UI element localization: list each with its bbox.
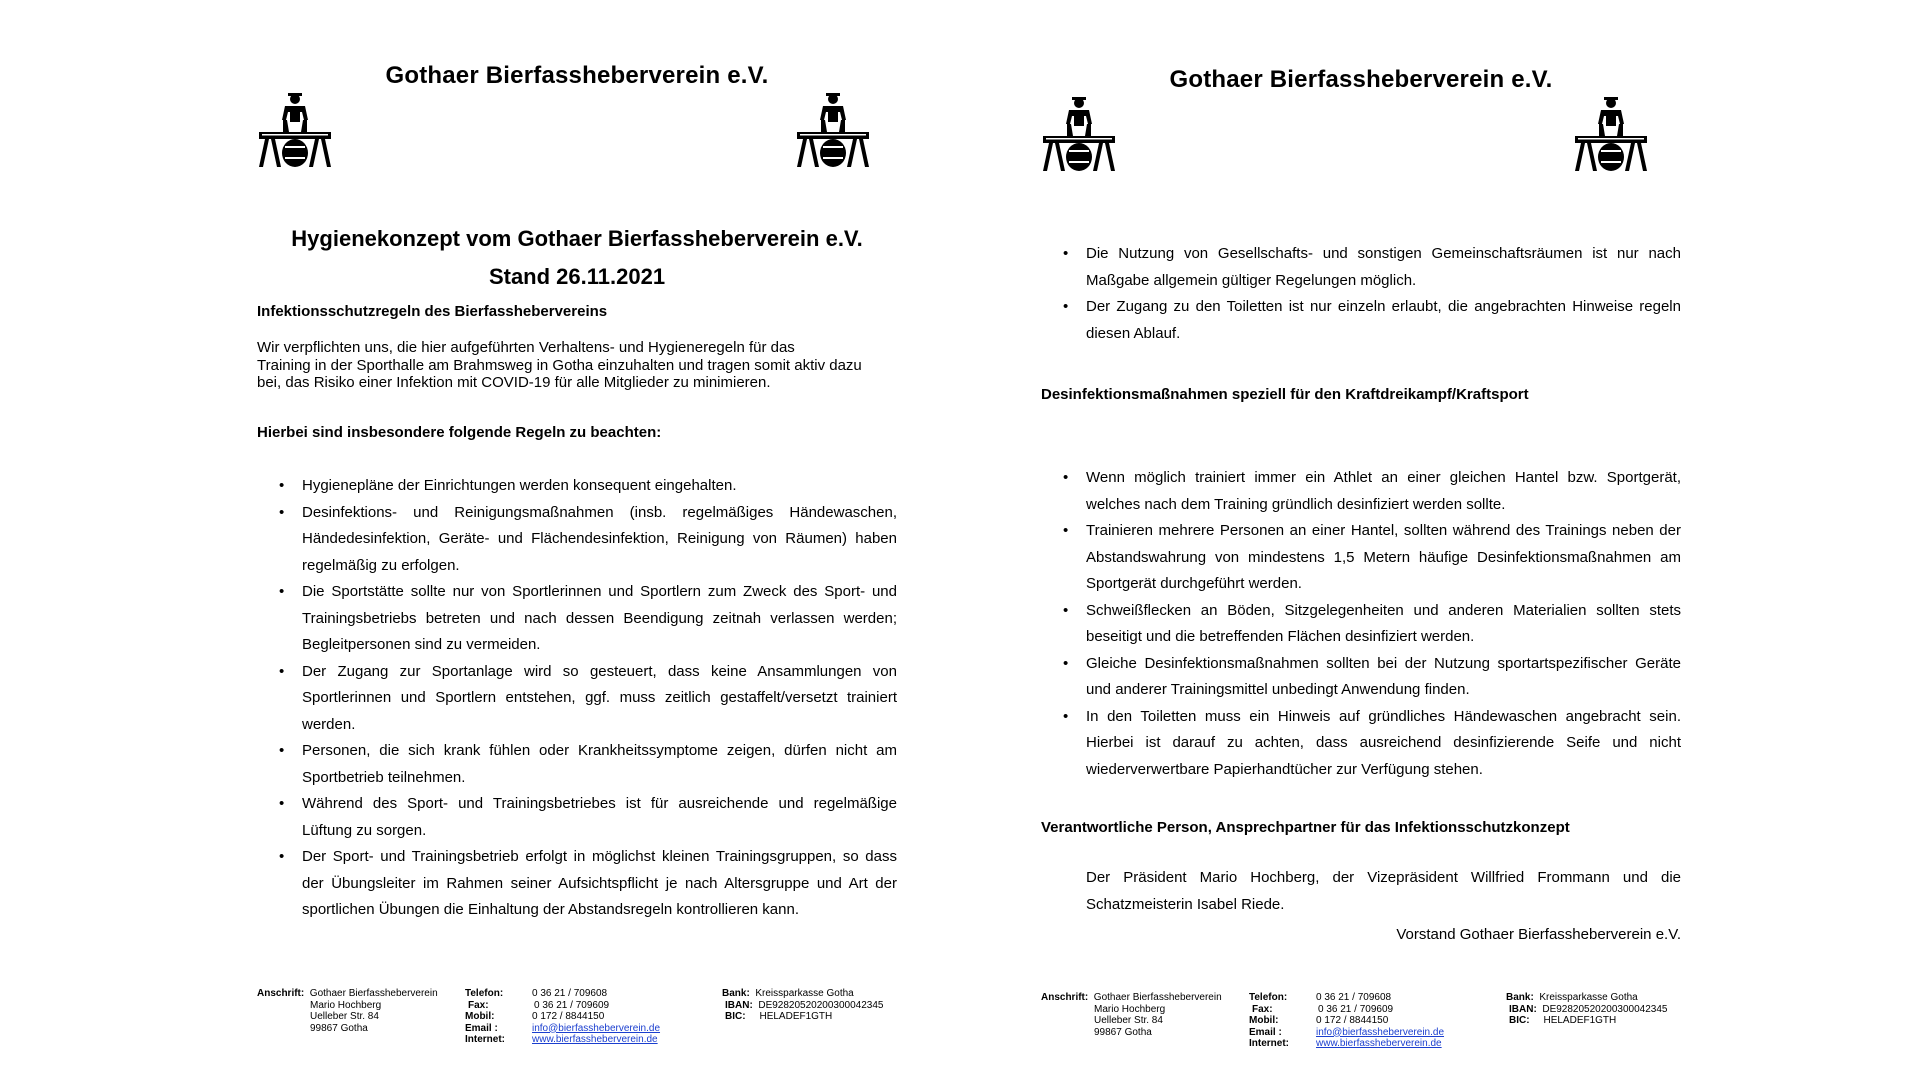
list-item: • Der Sport- und Trainingsbetrieb erfolgt in möglichst kleinen Trainingsgruppen, so dass der Übungsleiter im Rahmen seiner Aufsichtspflicht je nach Altersgruppe und Art der sportlichen Übungen die Einhaltung der Abstandsregeln kontrollieren kann. bbox=[257, 844, 897, 924]
fax-label: Fax: bbox=[1252, 1003, 1273, 1015]
bullet-icon: • bbox=[1063, 654, 1069, 672]
list-item: • Gleiche Desinfektionsmaßnahmen sollten bei der Nutzung sportartspezifischer Geräte und anderer Trainingsmittel unbedingt Anwendung finden. bbox=[1041, 651, 1681, 704]
phone-value: 0 36 21 / 709608 bbox=[532, 988, 608, 999]
bank-label: Bank: bbox=[722, 988, 750, 999]
iban-value: DE92820520200300042345 bbox=[758, 999, 884, 1011]
email-link[interactable]: info@bierfassheberverein.de bbox=[1316, 1026, 1445, 1038]
address-line: 99867 Gotha bbox=[310, 1022, 368, 1034]
fax-label: Fax: bbox=[468, 999, 489, 1011]
section-heading-responsible: Verantwortliche Person, Ansprechpartner für das Infektionsschutzkonzept bbox=[1041, 819, 1570, 836]
internet-label: Internet: bbox=[1249, 1038, 1289, 1049]
phone-value: 0 36 21 / 709608 bbox=[1316, 992, 1392, 1003]
iban-label: IBAN: bbox=[725, 999, 753, 1011]
email-label: Email : bbox=[1249, 1026, 1282, 1038]
intro-line: Wir verpflichten uns, die hier aufgeführten Verhaltens- und Hygieneregeln für das bbox=[257, 339, 795, 356]
bullet-icon: • bbox=[1063, 601, 1069, 619]
bic-label: BIC: bbox=[725, 1011, 746, 1022]
bullet-icon: • bbox=[279, 503, 285, 521]
section-heading-disinfection: Desinfektionsmaßnahmen speziell für den Kraftdreikampf/Kraftsport bbox=[1041, 386, 1529, 403]
bullet-icon: • bbox=[279, 848, 285, 865]
list-item: • Personen, die sich krank fühlen oder Krankheitssymptome zeigen, dürfen nicht am Sportbetrieb teilnehmen. bbox=[257, 738, 897, 791]
bullet-icon: • bbox=[1063, 469, 1069, 486]
website-link[interactable]: www.bierfassheberverein.de bbox=[1316, 1038, 1442, 1049]
document-title: Hygienekonzept vom Gothaer Bierfassheberverein e.V. bbox=[291, 226, 863, 251]
list-item: • Trainieren mehrere Personen an einer Hantel, sollten während des Trainings neben der Abstandswahrung von mindestens 1,5 Metern häufige Desinfektionsmaßnahmen am Sportgerät durchgeführt werden. bbox=[1041, 518, 1681, 598]
iban-label: IBAN: bbox=[1509, 1003, 1537, 1015]
address-label: Anschrift: bbox=[1041, 992, 1089, 1003]
responsible-persons-text: Der Präsident Mario Hochberg, der Vizepräsident Willfried Frommann und die Schatzmeisterin Isabel Riede. bbox=[1086, 869, 1681, 913]
rules-list bbox=[257, 473, 897, 924]
bullet-icon: • bbox=[1063, 298, 1069, 315]
bullet-icon: • bbox=[279, 795, 285, 812]
bic-value: HELADEF1GTH bbox=[759, 1011, 833, 1022]
intro-line: bei, das Risiko einer Infektion mit COVID-19 für alle Mitglieder zu minimieren. bbox=[257, 374, 771, 391]
list-item: • Die Nutzung von Gesellschafts- und sonstigen Gemeinschaftsräumen ist nur nach Maßgabe allgemein gültiger Regelungen möglich. bbox=[1041, 241, 1681, 294]
org-title: Gothaer Bierfassheberverein e.V. bbox=[385, 62, 769, 89]
address-line: Gothaer Bierfassheberverein bbox=[309, 988, 438, 999]
document-date: Stand 26.11.2021 bbox=[488, 264, 666, 289]
letterhead-footer bbox=[257, 988, 897, 1048]
document-page-1 bbox=[257, 0, 897, 1080]
list-item: • Hygienepläne der Einrichtungen werden konsequent eingehalten. bbox=[257, 473, 897, 500]
website-link[interactable]: www.bierfassheberverein.de bbox=[532, 1034, 658, 1045]
address-line: Uelleber Str. 84 bbox=[1094, 1015, 1163, 1026]
bic-value: HELADEF1GTH bbox=[1543, 1015, 1617, 1026]
mobile-label: Mobil: bbox=[465, 1011, 495, 1022]
bank-value: Kreissparkasse Gotha bbox=[755, 988, 854, 999]
section-heading-infection-rules: Infektionsschutzregeln des Bierfasshebervereins bbox=[257, 303, 608, 320]
bullet-icon: • bbox=[1063, 707, 1069, 725]
barrel-lifter-logo-icon bbox=[257, 90, 333, 174]
email-link[interactable]: info@bierfassheberverein.de bbox=[532, 1022, 661, 1034]
address-label: Anschrift: bbox=[257, 988, 305, 999]
bic-label: BIC: bbox=[1509, 1015, 1530, 1026]
list-item: • Der Zugang zu den Toiletten ist nur einzeln erlaubt, die angebrachten Hinweise regeln diesen Ablauf. bbox=[1041, 294, 1681, 347]
address-line: 99867 Gotha bbox=[1094, 1026, 1152, 1038]
mobile-value: 0 172 / 8844150 bbox=[532, 1011, 605, 1022]
bullet-icon: • bbox=[279, 477, 285, 494]
address-line: Uelleber Str. 84 bbox=[310, 1011, 379, 1022]
intro-line: Training in der Sporthalle am Brahmsweg in Gotha einzuhalten und tragen somit aktiv dazu bbox=[257, 356, 862, 374]
phone-label: Telefon: bbox=[465, 988, 504, 999]
signature: Vorstand Gothaer Bierfassheberverein e.V. bbox=[1396, 926, 1681, 943]
barrel-lifter-logo-icon bbox=[795, 90, 871, 174]
bullet-icon: • bbox=[279, 742, 285, 759]
letterhead-footer bbox=[1041, 992, 1681, 1052]
document-page-2 bbox=[1041, 0, 1681, 1080]
address-line: Mario Hochberg bbox=[310, 999, 382, 1011]
disinfection-list bbox=[1041, 465, 1681, 783]
bullet-icon: • bbox=[1063, 245, 1069, 262]
address-line: Mario Hochberg bbox=[1094, 1003, 1166, 1015]
list-item: • Während des Sport- und Trainingsbetriebes ist für ausreichende und regelmäßige Lüftung zu sorgen. bbox=[257, 791, 897, 844]
list-item: • In den Toiletten muss ein Hinweis auf gründliches Händewaschen angebracht sein. Hierbei ist darauf zu achten, dass ausreichend desinfizierende Seife und nicht wiederverwertbare Papierhandtücher zur Verfügung stehen. bbox=[1041, 704, 1681, 784]
rules-heading: Hierbei sind insbesondere folgende Regeln zu beachten: bbox=[257, 424, 662, 441]
email-label: Email : bbox=[465, 1022, 498, 1034]
list-item: • Desinfektions- und Reinigungsmaßnahmen (insb. regelmäßiges Händewaschen, Händedesinfektion, Geräte- und Flächendesinfektion, Reinigung von Räumen) haben regelmäßig zu erfolgen. bbox=[257, 500, 897, 580]
barrel-lifter-logo-icon bbox=[1041, 94, 1117, 178]
list-item: • Der Zugang zur Sportanlage wird so gesteuert, dass keine Ansammlungen von Sportlerinnen und Sportlern entstehen, ggf. muss zeitlich gestaffelt/versetzt trainiert werden. bbox=[257, 659, 897, 739]
address-line: Gothaer Bierfassheberverein bbox=[1093, 992, 1222, 1003]
rules-list-continued bbox=[1041, 241, 1681, 347]
bullet-icon: • bbox=[1063, 522, 1069, 539]
iban-value: DE92820520200300042345 bbox=[1542, 1003, 1668, 1015]
list-item: • Die Sportstätte sollte nur von Sportlerinnen und Sportlern zum Zweck des Sport- und Trainingsbetriebs betreten und nach dessen Beendigung zeitnah verlassen werden; Begleitpersonen sind zu vermeiden. bbox=[257, 579, 897, 659]
bank-label: Bank: bbox=[1506, 992, 1534, 1003]
intro-paragraph bbox=[257, 339, 862, 392]
mobile-value: 0 172 / 8844150 bbox=[1316, 1015, 1389, 1026]
list-item: • Wenn möglich trainiert immer ein Athlet an einer gleichen Hantel bzw. Sportgerät, welches nach dem Training gründlich desinfiziert werden sollte. bbox=[1041, 465, 1681, 518]
bullet-icon: • bbox=[279, 662, 285, 680]
fax-value: 0 36 21 / 709609 bbox=[534, 999, 610, 1011]
list-item: • Schweißflecken an Böden, Sitzgelegenheiten und anderen Materialien sollten stets beseitigt und die betreffenden Flächen desinfiziert werden. bbox=[1041, 598, 1681, 651]
mobile-label: Mobil: bbox=[1249, 1015, 1279, 1026]
bullet-icon: • bbox=[279, 583, 285, 600]
phone-label: Telefon: bbox=[1249, 992, 1288, 1003]
internet-label: Internet: bbox=[465, 1034, 505, 1045]
bank-value: Kreissparkasse Gotha bbox=[1539, 992, 1638, 1003]
fax-value: 0 36 21 / 709609 bbox=[1318, 1003, 1394, 1015]
org-title: Gothaer Bierfassheberverein e.V. bbox=[1169, 66, 1553, 93]
barrel-lifter-logo-icon bbox=[1573, 94, 1649, 178]
